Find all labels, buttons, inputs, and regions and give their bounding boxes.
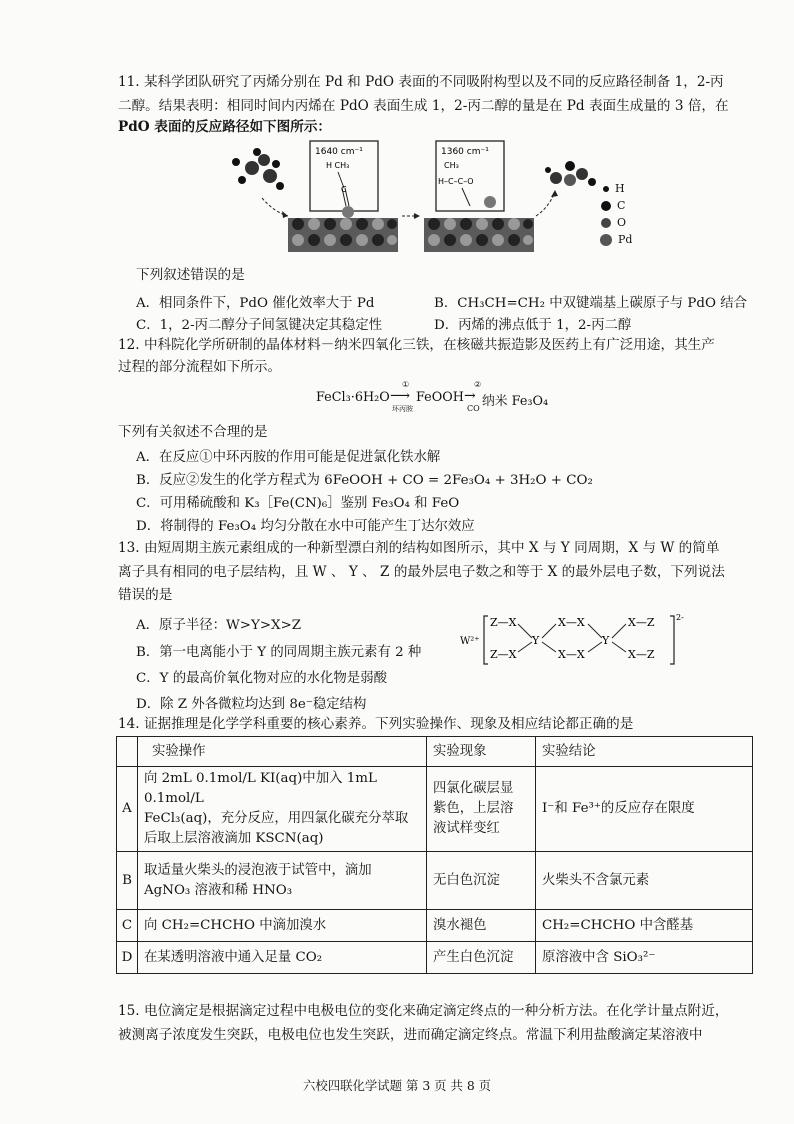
q12-prompt: 下列有关叙述不合理的是 xyxy=(118,424,268,440)
reaction-path-svg xyxy=(222,138,642,256)
row-conclusion xyxy=(536,767,753,852)
q15-line2: 被测离子浓度发生突跃，电极电位也发生突跃，进而确定滴定终点。常温下利用盐酸滴定某溶液中 xyxy=(118,1027,703,1043)
q13-line2: 离子具有相同的电子层结构，且 W 、 Y 、 Z 的最外层电子数之和等于 X 的最外层电子数，下列说法 xyxy=(118,564,725,580)
q13-option-b: B．第一电离能小于 Y 的同周期主族元素有 2 种 xyxy=(136,645,422,660)
q11-line2: 二醇。结果表明：相同时间内丙烯在 PdO 表面生成 1，2-丙二醇的量是在 Pd 表面生成量的 3 倍，在 xyxy=(118,98,729,114)
table-row xyxy=(117,910,753,942)
fig-label-1640: 1640 cm⁻¹ xyxy=(315,147,363,157)
q13-option-a: A．原子半径：W>Y>X>Z xyxy=(136,618,302,633)
table-row xyxy=(117,767,753,852)
legend-h: H xyxy=(615,182,625,195)
row-a-op-line: FeCl₃(aq)，充分反应，用四氯化碳充分萃取 xyxy=(144,811,409,826)
row-conclusion xyxy=(536,852,753,910)
row-operation xyxy=(138,942,427,974)
q12-line2: 过程的部分流程如下所示。 xyxy=(118,359,282,375)
q11-option-d: D．丙烯的沸点低于 1，2-丙二醇 xyxy=(434,318,632,333)
svg-text:X—Z: X—Z xyxy=(628,648,655,661)
row-a-concl-line: I⁻和 Fe³⁺的反应存在限度 xyxy=(542,801,695,816)
experiment-table xyxy=(116,736,753,974)
row-a-op-line: 向 2mL 0.1mol/L KI(aq)中加入 1mL 0.1mol/L xyxy=(144,771,377,806)
row-c-op-line: 向 CH₂=CHCHO 中滴加溴水 xyxy=(144,917,327,933)
row-b-op-line: 取适量火柴头的浸泡液于试管中，滴加 xyxy=(144,862,372,878)
q11-option-b: B．CH₃CH=CH₂ 中双键端基上碳原子与 PdO 结合 xyxy=(434,296,747,311)
header-conclusion: 实验结论 xyxy=(536,737,753,767)
q11-option-a: A．相同条件下，PdO 催化效率大于 Pd xyxy=(136,296,375,311)
flow-start: FeCl₃·6H₂O xyxy=(316,390,390,405)
row-d-phen-line: 产生白色沉淀 xyxy=(433,949,514,965)
q12-option-c: C．可用稀硫酸和 K₃［Fe(CN)₆］鉴别 Fe₃O₄ 和 FeO xyxy=(136,496,460,511)
row-a-phen-line: 液试样变红 xyxy=(433,821,500,836)
svg-text:Z—X: Z—X xyxy=(490,616,517,629)
svg-text:H–C–C–O: H–C–C–O xyxy=(438,177,474,186)
q12-line1: 12. 中科院化学所研制的晶体材料－纳米四氧化三铁，在核磁共振造影及医药上有广泛用途，其生产 xyxy=(118,337,715,353)
svg-text:CH₃: CH₃ xyxy=(444,161,459,170)
q13-line1: 13. 由短周期主族元素组成的一种新型漂白剂的结构如图所示，其中 X 与 Y 同周期，X 与 W 的简单 xyxy=(118,540,720,556)
row-phenomenon xyxy=(427,852,536,910)
row-b-op-line: AgNO₃ 溶液和稀 HNO₃ xyxy=(144,882,293,898)
q13-option-c: C．Y 的最高价氧化物对应的水化物是弱酸 xyxy=(136,671,387,686)
svg-text:X—X: X—X xyxy=(558,616,585,629)
row-b-concl-line: 火柴头不含氯元素 xyxy=(542,872,650,888)
svg-text:H CH₃: H CH₃ xyxy=(326,161,350,170)
row-a-op-line: 后取上层溶液滴加 KSCN(aq) xyxy=(144,831,324,846)
svg-text:X—Z: X—Z xyxy=(628,616,655,629)
svg-text:Y: Y xyxy=(532,634,540,647)
reaction-path-figure xyxy=(222,138,642,256)
row-d-op-line: 在某透明溶液中通入足量 CO₂ xyxy=(144,949,323,965)
row-operation xyxy=(138,852,427,910)
legend-c: C xyxy=(617,199,626,212)
struct-cation: W²⁺ xyxy=(460,636,480,647)
row-label: A xyxy=(117,767,138,852)
row-label: C xyxy=(117,910,138,942)
svg-text:C: C xyxy=(341,185,347,194)
q11-option-c: C．1，2-丙二醇分子间氢键决定其稳定性 xyxy=(136,318,383,333)
flow-arrow2-bottom: CO xyxy=(467,404,480,413)
svg-text:X—X: X—X xyxy=(558,648,585,661)
pdo-surface-1 xyxy=(288,218,398,252)
header-operation: 实验操作 xyxy=(138,737,427,767)
legend-pd: Pd xyxy=(618,233,633,246)
row-d-concl-line: 原溶液中含 SiO₃²⁻ xyxy=(542,949,656,965)
row-c-concl-line: CH₂=CHCHO 中含醛基 xyxy=(542,917,694,933)
propanediol-product xyxy=(545,161,596,186)
table-header-row xyxy=(117,737,753,767)
flow-arrow1-top: ① xyxy=(402,380,410,389)
flow-mid: FeOOH xyxy=(416,390,464,405)
row-phenomenon xyxy=(427,910,536,942)
q12-option-a: A．在反应①中环丙胺的作用可能是促进氯化铁水解 xyxy=(136,450,441,465)
q12-option-d: D．将制得的 Fe₃O₄ 均匀分散在水中可能产生丁达尔效应 xyxy=(136,519,475,534)
row-a-phen-line: 紫色，上层溶 xyxy=(433,801,514,816)
struct-charge: 2- xyxy=(676,613,684,622)
row-conclusion xyxy=(536,942,753,974)
header-blank xyxy=(117,737,138,767)
flow-arrow2-top: ② xyxy=(474,380,482,389)
propene-molecule-left xyxy=(232,148,284,190)
legend-o: O xyxy=(617,216,627,229)
row-operation xyxy=(138,910,427,942)
fig-label-1360: 1360 cm⁻¹ xyxy=(441,147,489,157)
q14-line1: 14. 证据推理是化学学科重要的核心素养。下列实验操作、现象及相应结论都正确的是 xyxy=(118,716,634,732)
q12-option-b: B．反应②发生的化学方程式为 6FeOOH + CO = 2Fe₃O₄ + 3H₂O + CO₂ xyxy=(136,473,593,488)
row-label: D xyxy=(117,942,138,974)
svg-text:Z—X: Z—X xyxy=(490,648,517,661)
q11-line3: PdO 表面的反应路径如下图所示： xyxy=(118,119,332,135)
q11-prompt: 下列叙述错误的是 xyxy=(136,267,245,283)
row-b-phen-line: 无白色沉淀 xyxy=(433,872,500,888)
flow-arrow2: → xyxy=(464,388,476,404)
flow-arrow1: ⟶ xyxy=(390,388,411,404)
header-phenomenon: 实验现象 xyxy=(427,737,536,767)
q13-line3: 错误的是 xyxy=(118,587,173,603)
q15-line1: 15. 电位滴定是根据滴定过程中电极电位的变化来确定滴定终点的一种分析方法。在化学计量点附近， xyxy=(118,1003,729,1019)
q11-line1: 11. 某科学团队研究了丙烯分别在 Pd 和 PdO 表面的不同吸附构型以及不同的反应路径制备 1，2-丙 xyxy=(118,74,724,90)
svg-text:Y: Y xyxy=(602,634,610,647)
row-phenomenon xyxy=(427,942,536,974)
row-operation xyxy=(138,767,427,852)
page-footer: 六校四联化学试题 第 3 页 共 8 页 xyxy=(302,1078,492,1093)
row-label: B xyxy=(117,852,138,910)
row-conclusion xyxy=(536,910,753,942)
row-a-phen-line: 四氯化碳层显 xyxy=(433,781,514,796)
flow-arrow1-bottom: 环丙胺 xyxy=(392,405,413,413)
table-row xyxy=(117,942,753,974)
row-phenomenon xyxy=(427,767,536,852)
bleach-structure xyxy=(458,610,688,670)
row-c-phen-line: 溴水褪色 xyxy=(433,917,487,933)
table-row xyxy=(117,852,753,910)
atom-legend xyxy=(600,180,632,248)
q13-option-d: D．除 Z 外各微粒均达到 8e⁻稳定结构 xyxy=(136,697,367,712)
flow-end: 纳米 Fe₃O₄ xyxy=(482,394,549,409)
pdo-surface-2 xyxy=(424,218,534,252)
